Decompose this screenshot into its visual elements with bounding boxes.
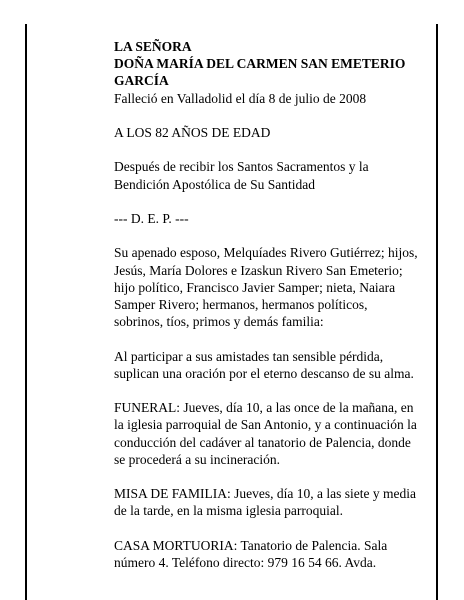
family-paragraph [114, 244, 434, 330]
obituary-text [114, 38, 434, 588]
family-line: Jesús, María Dolores e Izaskun Rivero San Emeterio; [114, 262, 403, 278]
deceased-name-line-2: GARCÍA [114, 73, 169, 89]
mortuary-line: CASA MORTUORIA: Tanatorio de Palencia. Sala [114, 537, 388, 553]
heading-title: LA SEÑORA [114, 39, 192, 54]
sacraments-line: Bendición Apostólica de Su Santidad [114, 176, 315, 192]
mortuary-line: número 4. Teléfono directo: 979 16 54 66. Avda. [114, 554, 377, 570]
age-line: A LOS 82 AÑOS DE EDAD [114, 125, 271, 140]
family-line: hijo político, Francisco Javier Samper; nieta, Naiara [114, 279, 396, 295]
right-border-rule [436, 24, 438, 600]
request-paragraph [114, 348, 434, 382]
request-line: suplican una oración por el eterno descanso de su alma. [114, 365, 414, 381]
funeral-paragraph [114, 399, 434, 468]
funeral-line: se procederá a su incineración. [114, 451, 281, 467]
funeral-line: conducción del cadáver al tanatorio de Palencia, donde [114, 434, 411, 450]
family-line: sobrinos, tíos, primos y demás familia: [114, 314, 324, 330]
left-border-rule [25, 24, 27, 600]
family-mass-line: MISA DE FAMILIA: Jueves, día 10, a las siete y media [114, 486, 416, 502]
family-line: Su apenado esposo, Melquíades Rivero Gutiérrez; hijos, [114, 245, 418, 261]
family-mass-line: de la tarde, en la misma iglesia parroquial. [114, 503, 344, 519]
mortuary-paragraph [114, 537, 434, 571]
deceased-name-line-1: DOÑA MARÍA DEL CARMEN SAN EMETERIO [114, 56, 406, 72]
death-notice: Falleció en Valladolid el día 8 de julio de 2008 [114, 90, 367, 106]
funeral-line: FUNERAL: Jueves, día 10, a las once de la mañana, en [114, 400, 414, 416]
family-mass-paragraph [114, 485, 434, 519]
age-paragraph [114, 124, 434, 141]
rip-paragraph [114, 210, 434, 227]
heading-block [114, 38, 434, 107]
family-line: Samper Rivero; hermanos, hermanos políticos, [114, 296, 368, 312]
sacraments-line: Después de recibir los Santos Sacramentos y la [114, 159, 369, 175]
funeral-line: la iglesia parroquial de San Antonio, y a continuación la [114, 417, 417, 433]
request-line: Al participar a sus amistades tan sensible pérdida, [114, 348, 384, 364]
sacraments-paragraph [114, 158, 434, 192]
rip-line: --- D. E. P. --- [114, 210, 189, 226]
